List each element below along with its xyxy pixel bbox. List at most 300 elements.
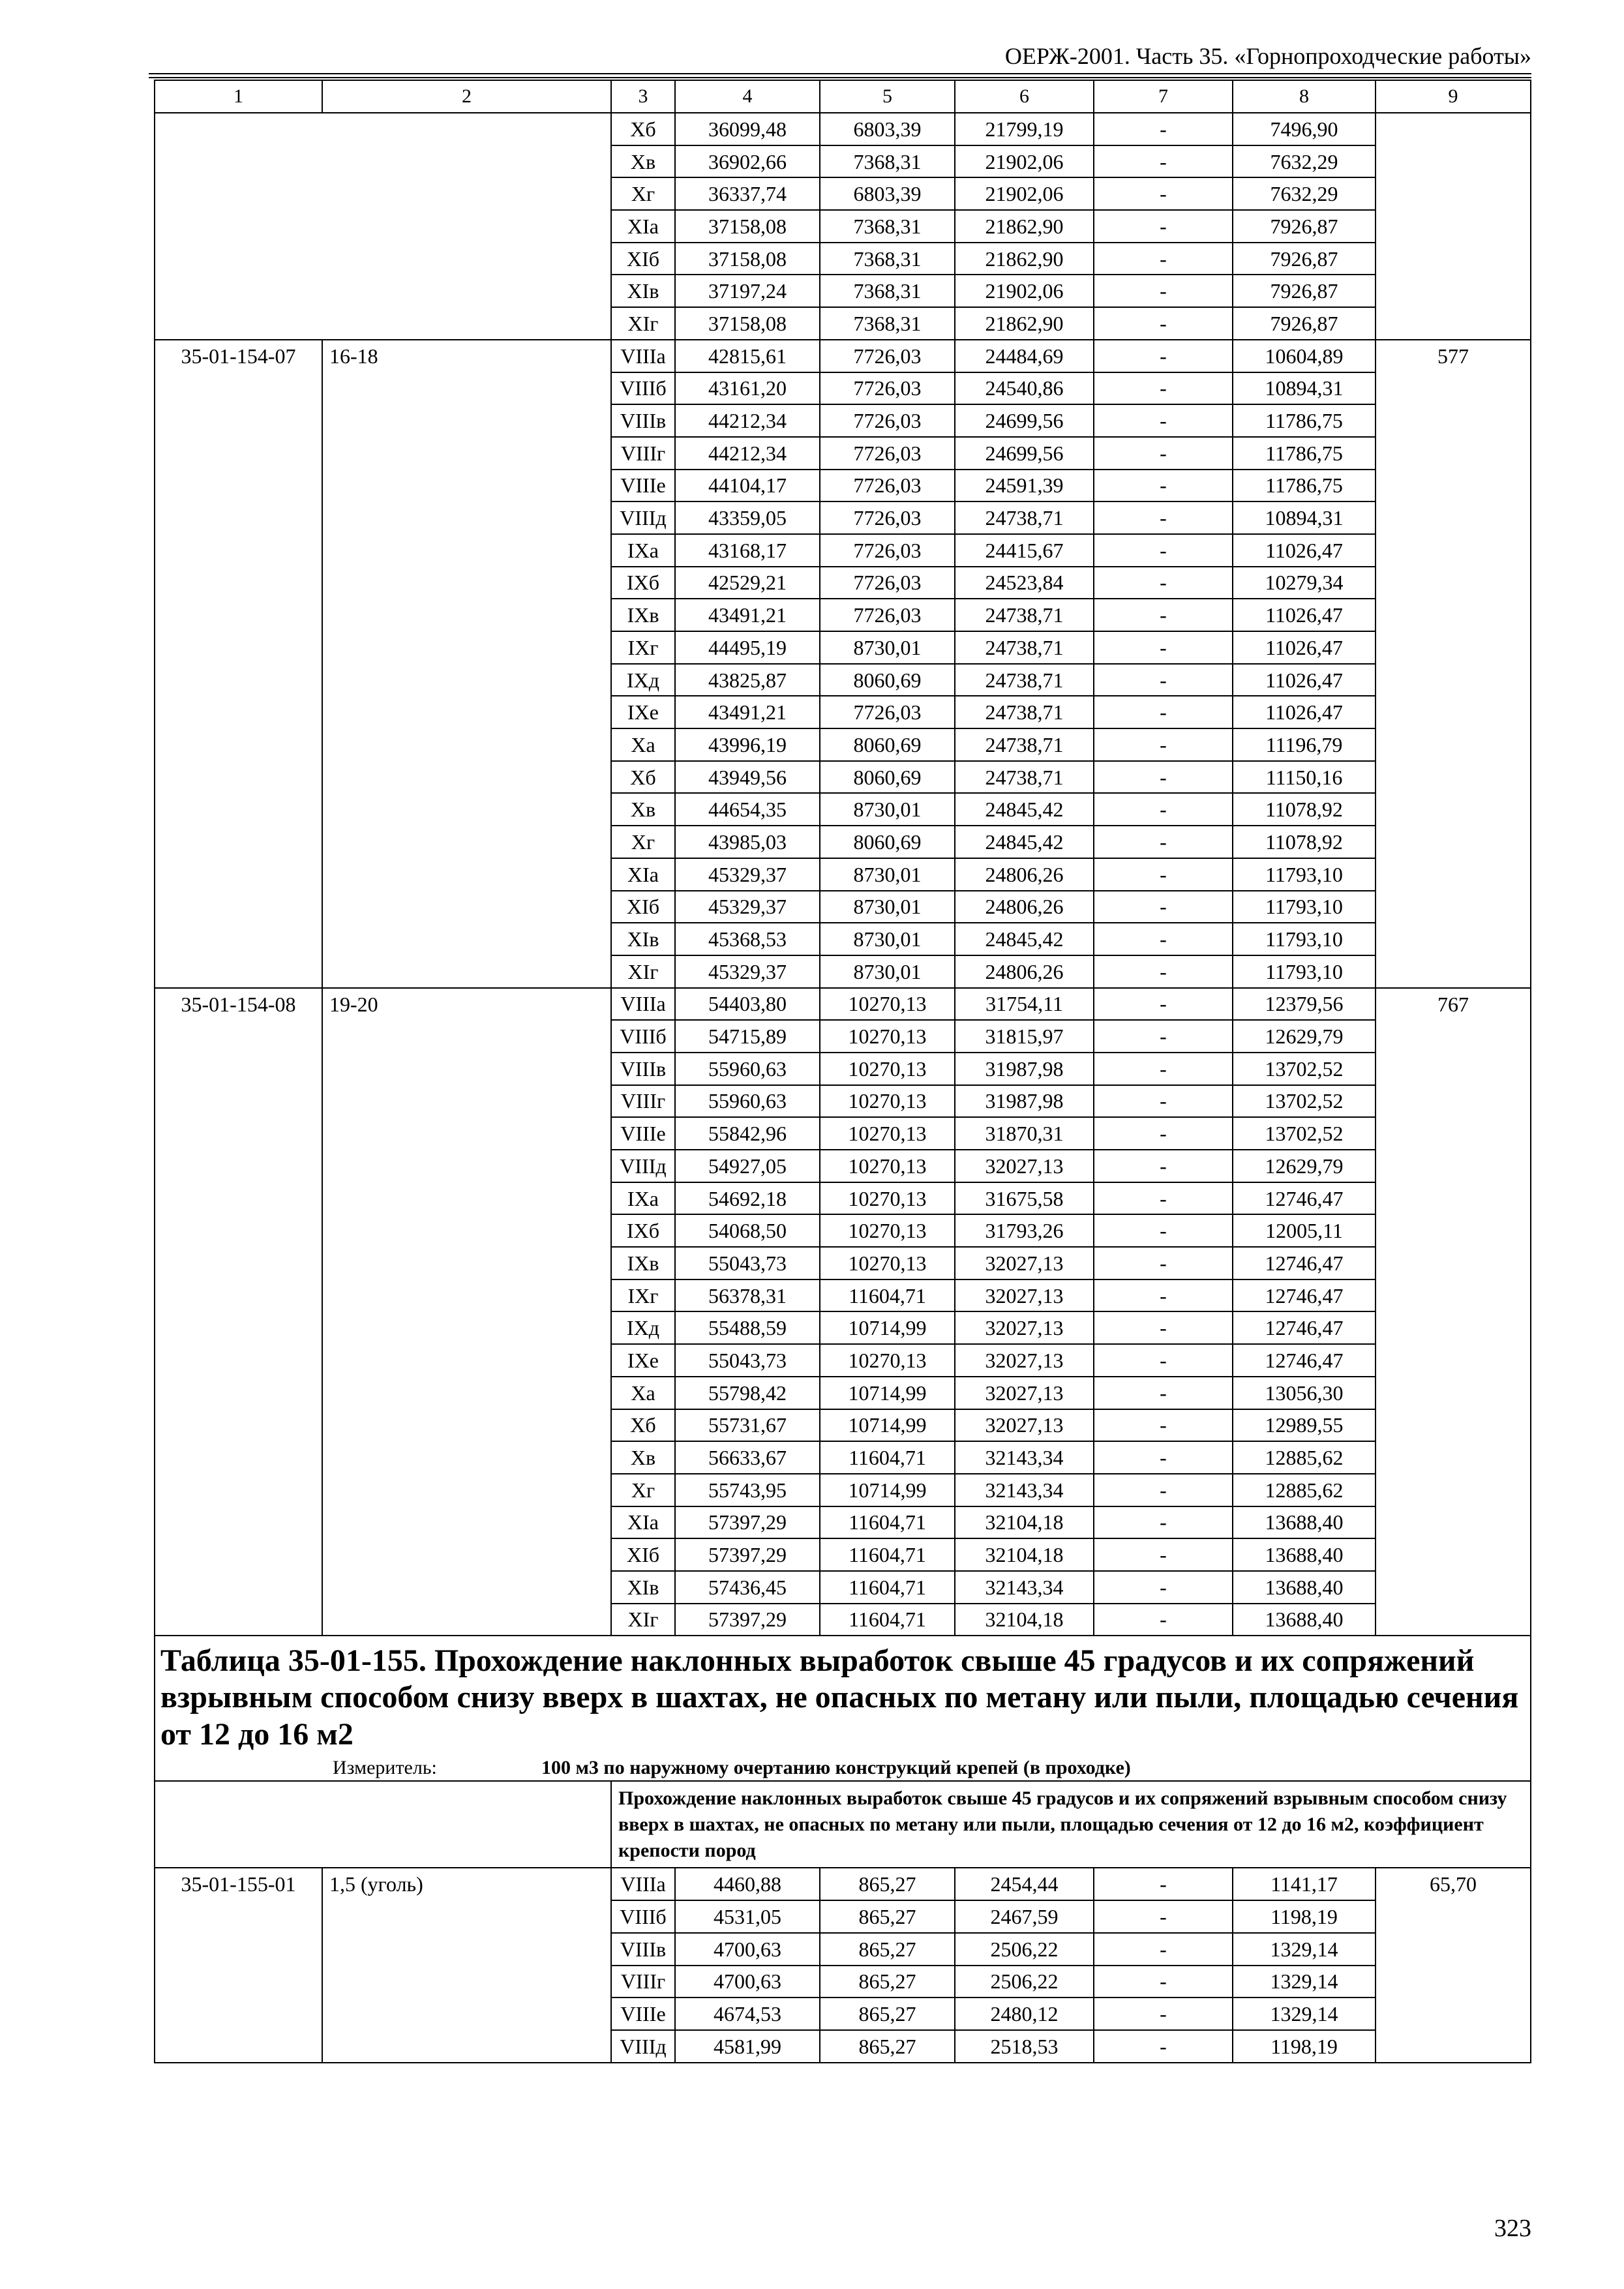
table-cell: 4581,99 [675, 2030, 820, 2063]
table-cell: 43996,19 [675, 728, 820, 761]
table-cell: 44654,35 [675, 793, 820, 826]
table-row [155, 988, 1531, 1021]
table-cell: - [1094, 955, 1233, 988]
table-cell: 7632,29 [1233, 145, 1376, 178]
table-cell: 865,27 [820, 1933, 955, 1966]
rate-code: 35-01-154-08 [155, 988, 322, 1636]
table-cell: 21902,06 [955, 145, 1094, 178]
table-cell: 44212,34 [675, 437, 820, 470]
table-cell: - [1094, 437, 1233, 470]
table-cell: 55960,63 [675, 1085, 820, 1118]
table-cell: 43949,56 [675, 761, 820, 794]
table-cell: - [1094, 923, 1233, 955]
table-cell: IХв [611, 599, 675, 631]
table-cell: 12629,79 [1233, 1150, 1376, 1182]
table-cell: 7726,03 [820, 501, 955, 534]
table-cell: IХа [611, 534, 675, 567]
table-cell: 10270,13 [820, 1214, 955, 1247]
table-cell: 45368,53 [675, 923, 820, 955]
table-cell: IХг [611, 1279, 675, 1312]
table-cell: 11786,75 [1233, 404, 1376, 437]
table-cell: 12885,62 [1233, 1474, 1376, 1506]
table-cell: ХIб [611, 243, 675, 275]
table-cell: 56633,67 [675, 1441, 820, 1474]
mass-value: 577 [1376, 340, 1531, 988]
table-cell: - [1094, 1117, 1233, 1150]
table-cell: - [1094, 404, 1233, 437]
table-cell: 865,27 [820, 1900, 955, 1933]
table-cell: 32143,34 [955, 1441, 1094, 1474]
table-cell: - [1094, 1247, 1233, 1279]
table-cell: 13688,40 [1233, 1604, 1376, 1636]
table-cell: 10714,99 [820, 1377, 955, 1409]
table-cell: 1198,19 [1233, 1900, 1376, 1933]
work-description: Прохождение наклонных выработок свыше 45 градусов и их сопряжений взрывным способом снизу вверх в шахтах, не опасных по метану или пыли, площадью сечения от 12 до 16 м2, коэффициент крепости пород [611, 1781, 1531, 1868]
table-cell: 10270,13 [820, 1085, 955, 1118]
table-cell: 32104,18 [955, 1506, 1094, 1539]
table-cell: 12005,11 [1233, 1214, 1376, 1247]
table-cell: - [1094, 567, 1233, 599]
table-cell: IХд [611, 1311, 675, 1344]
rate-code: 35-01-154-07 [155, 340, 322, 988]
table-cell: 2480,12 [955, 1997, 1094, 2030]
rock-hardness: 16-18 [322, 340, 611, 988]
table-cell: 32027,13 [955, 1150, 1094, 1182]
table-cell: - [1094, 1377, 1233, 1409]
table-cell: 55842,96 [675, 1117, 820, 1150]
table-cell: Ха [611, 1377, 675, 1409]
table-cell: 10279,34 [1233, 567, 1376, 599]
table-cell: 32104,18 [955, 1538, 1094, 1571]
table-cell: Хг [611, 177, 675, 210]
table-cell: 37158,08 [675, 210, 820, 243]
table-cell: 43491,21 [675, 696, 820, 728]
table-cell: 13702,52 [1233, 1117, 1376, 1150]
rate-code: 35-01-155-01 [155, 1868, 322, 2062]
table-cell: 10714,99 [820, 1474, 955, 1506]
table-cell: 2467,59 [955, 1900, 1094, 1933]
table-cell: 55960,63 [675, 1053, 820, 1085]
empty-cell [1376, 113, 1531, 340]
table-cell: - [1094, 2030, 1233, 2063]
table-cell: - [1094, 372, 1233, 405]
column-number: 9 [1376, 80, 1531, 113]
table-cell: 21799,19 [955, 113, 1094, 145]
table-cell: - [1094, 1538, 1233, 1571]
table-cell: 12746,47 [1233, 1247, 1376, 1279]
table-cell: 13688,40 [1233, 1538, 1376, 1571]
table-cell: 32143,34 [955, 1474, 1094, 1506]
table-cell: 4531,05 [675, 1900, 820, 1933]
table-cell: 7368,31 [820, 307, 955, 340]
table-cell: 43491,21 [675, 599, 820, 631]
table-cell: 11604,71 [820, 1604, 955, 1636]
table-cell: 32027,13 [955, 1247, 1094, 1279]
table-cell: 2506,22 [955, 1933, 1094, 1966]
table-cell: - [1094, 761, 1233, 794]
table-row [155, 340, 1531, 372]
table-cell: - [1094, 1311, 1233, 1344]
column-number: 1 [155, 80, 322, 113]
table-cell: 2454,44 [955, 1868, 1094, 1900]
table-cell: 57397,29 [675, 1604, 820, 1636]
table-cell: 24738,71 [955, 599, 1094, 631]
table-cell: 21862,90 [955, 243, 1094, 275]
table-cell: 1141,17 [1233, 1868, 1376, 1900]
table-cell: 4700,63 [675, 1933, 820, 1966]
table-row [155, 1868, 1531, 1900]
table-cell: - [1094, 1966, 1233, 1998]
table-cell: 4700,63 [675, 1966, 820, 1998]
table-cell: 7726,03 [820, 437, 955, 470]
table-cell: 57436,45 [675, 1571, 820, 1604]
table-cell: VIIIд [611, 2030, 675, 2063]
table-cell: 55488,59 [675, 1311, 820, 1344]
table-cell: Ха [611, 728, 675, 761]
table-cell: 12885,62 [1233, 1441, 1376, 1474]
table-cell: VIIIа [611, 340, 675, 372]
table-cell: ХIв [611, 275, 675, 307]
table-cell: - [1094, 826, 1233, 858]
table-cell: 44104,17 [675, 470, 820, 502]
table-cell: 7632,29 [1233, 177, 1376, 210]
table-cell: 11786,75 [1233, 437, 1376, 470]
table-cell: - [1094, 177, 1233, 210]
table-cell: 55731,67 [675, 1409, 820, 1442]
table-cell: - [1094, 534, 1233, 567]
table-cell: 55043,73 [675, 1247, 820, 1279]
table-cell: 31754,11 [955, 988, 1094, 1021]
table-cell: 45329,37 [675, 955, 820, 988]
table-cell: 31987,98 [955, 1085, 1094, 1118]
table-cell: 2518,53 [955, 2030, 1094, 2063]
mass-value: 767 [1376, 988, 1531, 1636]
table-cell: 10270,13 [820, 1150, 955, 1182]
table-cell: 54692,18 [675, 1182, 820, 1215]
table-cell: 24738,71 [955, 631, 1094, 664]
table-cell: - [1094, 696, 1233, 728]
table-cell: 7368,31 [820, 145, 955, 178]
table-cell: 37197,24 [675, 275, 820, 307]
column-number: 6 [955, 80, 1094, 113]
table-cell: 43825,87 [675, 664, 820, 696]
table-cell: 11793,10 [1233, 955, 1376, 988]
table-cell: ХIв [611, 1571, 675, 1604]
table-cell: 36902,66 [675, 145, 820, 178]
table-cell: VIIIд [611, 1150, 675, 1182]
table-cell: 13688,40 [1233, 1571, 1376, 1604]
table-cell: VIIIв [611, 1933, 675, 1966]
measure-cell [155, 1757, 1531, 1781]
table-cell: - [1094, 728, 1233, 761]
column-number: 2 [322, 80, 611, 113]
table-cell: 21902,06 [955, 275, 1094, 307]
table-cell: 54068,50 [675, 1214, 820, 1247]
table-cell: 865,27 [820, 1997, 955, 2030]
table-cell: 12746,47 [1233, 1311, 1376, 1344]
table-cell: 7926,87 [1233, 210, 1376, 243]
mass-value: 65,70 [1376, 1868, 1531, 2062]
table-cell: 7726,03 [820, 696, 955, 728]
table-cell: 31987,98 [955, 1053, 1094, 1085]
table-cell: ХIа [611, 210, 675, 243]
column-number: 8 [1233, 80, 1376, 113]
table-cell: 2506,22 [955, 1966, 1094, 1998]
table-cell: 11026,47 [1233, 631, 1376, 664]
table-cell: IХе [611, 1344, 675, 1377]
table-cell: 7726,03 [820, 340, 955, 372]
table-cell: 54927,05 [675, 1150, 820, 1182]
table-cell: IХд [611, 664, 675, 696]
table-cell: - [1094, 1900, 1233, 1933]
table-cell: ХIг [611, 307, 675, 340]
measure-row [155, 1757, 1531, 1781]
table-cell: 24591,39 [955, 470, 1094, 502]
table-cell: 24738,71 [955, 728, 1094, 761]
table-cell: 43168,17 [675, 534, 820, 567]
table-cell: 24806,26 [955, 955, 1094, 988]
table-cell: - [1094, 210, 1233, 243]
table-cell: 7368,31 [820, 243, 955, 275]
table-cell: - [1094, 307, 1233, 340]
table-cell: 31675,58 [955, 1182, 1094, 1215]
table-cell: 8060,69 [820, 761, 955, 794]
table-cell: 11026,47 [1233, 599, 1376, 631]
table-cell: 865,27 [820, 1966, 955, 1998]
table-cell: ХIа [611, 858, 675, 891]
column-number: 3 [611, 80, 675, 113]
table-cell: 43985,03 [675, 826, 820, 858]
table-cell: - [1094, 1214, 1233, 1247]
table-cell: 11604,71 [820, 1441, 955, 1474]
table-cell: 7926,87 [1233, 307, 1376, 340]
table-cell: 11026,47 [1233, 696, 1376, 728]
table-cell: - [1094, 1020, 1233, 1053]
table-cell: 4674,53 [675, 1997, 820, 2030]
table-cell: 32027,13 [955, 1409, 1094, 1442]
table-cell: 24523,84 [955, 567, 1094, 599]
table-cell: - [1094, 858, 1233, 891]
table-cell: IХб [611, 1214, 675, 1247]
table-cell: - [1094, 1053, 1233, 1085]
table-cell: 24699,56 [955, 437, 1094, 470]
table-cell: - [1094, 1868, 1233, 1900]
table-cell: Хб [611, 761, 675, 794]
table-cell: VIIIг [611, 1966, 675, 1998]
table-cell: 865,27 [820, 1868, 955, 1900]
table-cell: 7926,87 [1233, 243, 1376, 275]
table-cell: 10270,13 [820, 1182, 955, 1215]
table-cell: 24738,71 [955, 761, 1094, 794]
table-cell: VIIIб [611, 372, 675, 405]
rock-hardness: 1,5 (уголь) [322, 1868, 611, 2062]
table-cell: - [1094, 891, 1233, 923]
table-cell: 7496,90 [1233, 113, 1376, 145]
header-rule [149, 73, 1531, 74]
table-cell: 24738,71 [955, 501, 1094, 534]
table-cell: 32027,13 [955, 1377, 1094, 1409]
table-cell: 32027,13 [955, 1279, 1094, 1312]
running-header: ОЕРЖ-2001. Часть 35. «Горнопроходческие работы» [1004, 43, 1531, 69]
table-cell: 55798,42 [675, 1377, 820, 1409]
table-cell: 7726,03 [820, 404, 955, 437]
column-number: 4 [675, 80, 820, 113]
table-cell: - [1094, 470, 1233, 502]
table-cell: ХIб [611, 891, 675, 923]
table-cell: VIIIг [611, 437, 675, 470]
table-cell: 32104,18 [955, 1604, 1094, 1636]
table-cell: IХе [611, 696, 675, 728]
table-cell: 7726,03 [820, 470, 955, 502]
table-cell: - [1094, 1571, 1233, 1604]
table-cell: 24738,71 [955, 696, 1094, 728]
table-cell: 36099,48 [675, 113, 820, 145]
table-cell: - [1094, 1344, 1233, 1377]
table-cell: 54715,89 [675, 1020, 820, 1053]
table-cell: 54403,80 [675, 988, 820, 1021]
table-cell: 55743,95 [675, 1474, 820, 1506]
column-number: 5 [820, 80, 955, 113]
table-cell: 13688,40 [1233, 1506, 1376, 1539]
description-row [155, 1781, 1531, 1868]
table-cell: 11604,71 [820, 1571, 955, 1604]
table-cell: - [1094, 501, 1233, 534]
table-cell: 24845,42 [955, 826, 1094, 858]
table-cell: - [1094, 1933, 1233, 1966]
table-cell: 12379,56 [1233, 988, 1376, 1021]
table-cell: 31870,31 [955, 1117, 1094, 1150]
table-cell: 10270,13 [820, 1020, 955, 1053]
table-title: Таблица 35-01-155. Прохождение наклонных выработок свыше 45 градусов и их сопряжений взрывным способом снизу вверх в шахтах, не опасных по метану или пыли, площадью сечения от 12 до 16 м2 [155, 1636, 1531, 1756]
table-cell: 11604,71 [820, 1506, 955, 1539]
table-cell: VIIIе [611, 470, 675, 502]
table-cell: 8060,69 [820, 728, 955, 761]
table-cell: 10270,13 [820, 988, 955, 1021]
table-cell: 13702,52 [1233, 1085, 1376, 1118]
table-cell: - [1094, 1409, 1233, 1442]
table-cell: 6803,39 [820, 113, 955, 145]
table-cell: 7368,31 [820, 275, 955, 307]
column-number: 7 [1094, 80, 1233, 113]
table-cell: 4460,88 [675, 1868, 820, 1900]
table-cell: 42529,21 [675, 567, 820, 599]
table-cell: ХIб [611, 1538, 675, 1571]
table-cell: 21862,90 [955, 210, 1094, 243]
table-cell: 24845,42 [955, 793, 1094, 826]
table-cell: 8060,69 [820, 664, 955, 696]
table-cell: 24738,71 [955, 664, 1094, 696]
table-cell: Хб [611, 1409, 675, 1442]
table-cell: - [1094, 243, 1233, 275]
table-cell: IХв [611, 1247, 675, 1279]
table-cell: 12629,79 [1233, 1020, 1376, 1053]
table-cell: VIIIе [611, 1117, 675, 1150]
table-cell: 11078,92 [1233, 826, 1376, 858]
table-cell: Хг [611, 1474, 675, 1506]
table-cell: 21902,06 [955, 177, 1094, 210]
table-cell: - [1094, 988, 1233, 1021]
page-number: 323 [1494, 2215, 1531, 2242]
table-cell: ХIг [611, 955, 675, 988]
table-cell: 11604,71 [820, 1538, 955, 1571]
table-cell: 8730,01 [820, 923, 955, 955]
table-cell: Хг [611, 826, 675, 858]
table-cell: 11078,92 [1233, 793, 1376, 826]
price-table [154, 80, 1531, 2063]
table-cell: 10270,13 [820, 1344, 955, 1377]
table-cell: 24845,42 [955, 923, 1094, 955]
table-cell: 11786,75 [1233, 470, 1376, 502]
table-cell: 7726,03 [820, 534, 955, 567]
table-cell: 8730,01 [820, 631, 955, 664]
table-cell: 1329,14 [1233, 1933, 1376, 1966]
table-cell: 24806,26 [955, 858, 1094, 891]
table-cell: 55043,73 [675, 1344, 820, 1377]
table-cell: 11026,47 [1233, 534, 1376, 567]
table-cell: 7926,87 [1233, 275, 1376, 307]
table-cell: 7726,03 [820, 372, 955, 405]
table-cell: VIIIд [611, 501, 675, 534]
table-cell: ХIг [611, 1604, 675, 1636]
table-cell: 1329,14 [1233, 1997, 1376, 2030]
table-cell: IХа [611, 1182, 675, 1215]
table-cell: - [1094, 145, 1233, 178]
table-cell: 10714,99 [820, 1311, 955, 1344]
table-cell: 32143,34 [955, 1571, 1094, 1604]
table-cell: 11793,10 [1233, 858, 1376, 891]
table-cell: - [1094, 1474, 1233, 1506]
header-rule-double [149, 77, 1531, 78]
table-cell: 8730,01 [820, 858, 955, 891]
table-cell: 7726,03 [820, 567, 955, 599]
table-cell: 11604,71 [820, 1279, 955, 1312]
table-cell: 24484,69 [955, 340, 1094, 372]
table-cell: - [1094, 113, 1233, 145]
table-cell: IХб [611, 567, 675, 599]
table-cell: 11793,10 [1233, 923, 1376, 955]
table-cell: 45329,37 [675, 891, 820, 923]
table-cell: 13702,52 [1233, 1053, 1376, 1085]
table-cell: 12989,55 [1233, 1409, 1376, 1442]
table-cell: Хв [611, 1441, 675, 1474]
table-cell: - [1094, 664, 1233, 696]
table-cell: - [1094, 631, 1233, 664]
table-cell: VIIIе [611, 1997, 675, 2030]
table-cell: 31815,97 [955, 1020, 1094, 1053]
table-cell: VIIIв [611, 1053, 675, 1085]
table-cell: 36337,74 [675, 177, 820, 210]
table-cell: ХIа [611, 1506, 675, 1539]
table-cell: 7368,31 [820, 210, 955, 243]
table-cell: VIIIв [611, 404, 675, 437]
table-cell: 12746,47 [1233, 1279, 1376, 1312]
table-cell: Хв [611, 793, 675, 826]
empty-cell [155, 1781, 611, 1868]
table-cell: 44495,19 [675, 631, 820, 664]
table-row [155, 113, 1531, 145]
table-cell: 57397,29 [675, 1538, 820, 1571]
column-number-row [155, 80, 1531, 113]
table-cell: 43161,20 [675, 372, 820, 405]
table-cell: 6803,39 [820, 177, 955, 210]
table-cell: 8730,01 [820, 891, 955, 923]
table-cell: 44212,34 [675, 404, 820, 437]
table-cell: 56378,31 [675, 1279, 820, 1312]
table-cell: - [1094, 599, 1233, 631]
table-cell: 1198,19 [1233, 2030, 1376, 2063]
table-cell: - [1094, 1150, 1233, 1182]
table-cell: 8730,01 [820, 793, 955, 826]
